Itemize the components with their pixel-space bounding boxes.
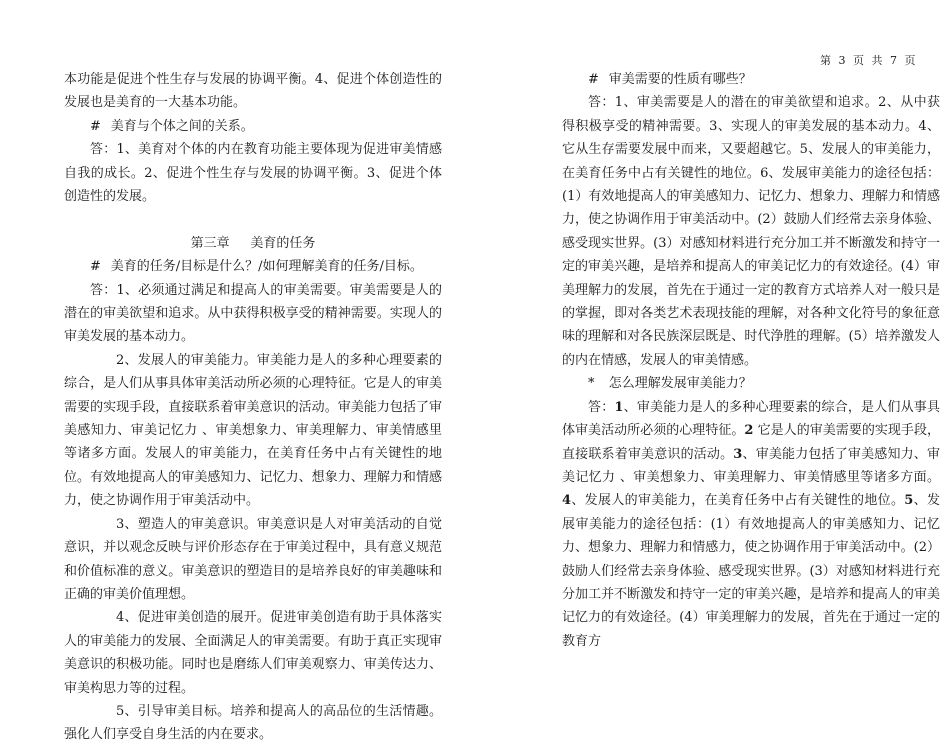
question-marker: #	[90, 118, 101, 134]
question-marker: #	[588, 72, 599, 87]
question-text: 美育的任务/目标是什么？/如何理解美育的任务/目标。	[110, 259, 423, 275]
item-text: 、审美能力是人的多种心理要素的综合，是人们从事具体审美活动所必须的心理特征。	[562, 399, 940, 439]
item-text: 它是人的审美需要的实现手段，直接联系着审美意识的活动。	[562, 423, 940, 462]
answer-paragraph: 答：1、必须通过满足和提高人的审美需要。审美需要是人的潜在的审美欲望和追求。从中获得积极享受的精神需要。实现人的审美发展的基本动力。	[64, 282, 442, 345]
spacer	[64, 208, 442, 231]
chapter-title: 美育的任务	[250, 235, 316, 251]
answer-paragraph: 3、塑造人的审美意识。审美意识是人对审美活动的自觉意识，并以观念反映与评价形态存在于审美过程中，具有意义规范和价值标准的意义。审美意识的塑造目的是培养良好的审美趣味和正确的审美价值理想。	[64, 516, 442, 602]
question-heading	[562, 68, 940, 91]
item-text: 、发展审美能力的途径包括：(1）有效地提高人的审美感知力、记忆力、想象力、理解力和情感力，使之协调作用于审美活动中。(2）鼓励人们经常去亲身体验、感受现实世界。(3）对感知材料进行充分加工并不断激发和持守一定的审美兴趣，是培养和提高人的审美记忆力的有效途径。(4）审美理解力的发展，首先在于通过一定的教育方	[562, 493, 940, 649]
answer-paragraph: 4、促进审美创造的展开。促进审美创造有助于具体落实人的审美能力的发展、全面满足人的审美需要。有助于真正实现审美意识的积极功能。同时也是磨练人们审美观察力、审美传达力、审美构思力等的过程。	[64, 610, 442, 696]
answer-paragraph: 2、发展人的审美能力。审美能力是人的多种心理要素的综合，是人们从事具体审美活动所必须的心理特征。它是人的审美需要的实现手段，直接联系着审美意识的活动。审美能力包括了审美感知力、审美记忆力 、审美想象力、审美理解力、审美情感里等诸多方面。发展人的审美能力，在美育任务中占有关键性的地位。有效地提高人的审美感知力、记忆力、想象力、理解力和情感力，使之协调作用于审美活动中。	[64, 352, 442, 509]
question-marker: #	[90, 259, 101, 275]
item-number: 1	[614, 399, 624, 415]
item-text: 、审美能力包括了审美感知力、审美记忆力 、审美想象力、审美理解力、审美情感里等诸多方面。	[562, 446, 940, 485]
right-column	[562, 68, 940, 653]
question-heading	[64, 115, 442, 138]
item-number: 5	[904, 493, 914, 509]
left-column	[64, 68, 442, 747]
answer-paragraph: 答：1、美育对个体的内在教育功能主要体现为促进审美情感自我的成长。2、促进个性生存与发展的协调平衡。3、促进个体创造性的发展。	[64, 142, 442, 205]
item-number: 2	[744, 423, 754, 439]
answer-paragraph: 5、引导审美目标。培养和提高人的高品位的生活情趣。强化人们享受自身生活的内在要求。	[64, 703, 442, 743]
question-marker: *	[588, 376, 595, 392]
question-heading	[64, 255, 442, 278]
question-text: 审美需要的性质有哪些？	[608, 72, 752, 87]
answer-lead: 答：	[588, 399, 615, 415]
answer-paragraph	[562, 396, 940, 653]
item-text: 、发展人的审美能力，在美育任务中占有关键性的地位。	[571, 493, 905, 509]
chapter-number: 第三章	[190, 235, 230, 251]
chapter-heading	[64, 232, 442, 255]
question-text: 美育与个体之间的关系。	[110, 118, 254, 134]
paragraph-continuation: 本功能是促进个性生存与发展的协调平衡。4、促进个体创造性的发展也是美育的一大基本功能。	[64, 72, 442, 111]
question-text: 怎么理解发展审美能力？	[608, 376, 752, 392]
item-number: 3	[733, 446, 743, 462]
item-number: 4	[562, 493, 572, 509]
page-number: 第 3 页 共 7 页	[820, 54, 918, 67]
question-heading	[562, 372, 940, 395]
answer-paragraph: 答：1、审美需要是人的潜在的审美欲望和追求。2、从中获得积极享受的精神需要。3、实现人的审美发展的基本动力。4、它从生存需要发展中而来，又要超越它。5、发展人的审美能力，在美育任务中占有关键性的地位。6、发展审美能力的途径包括：(1）有效地提高人的审美感知力、记忆力、想象力、理解力和情感力，使之协调作用于审美活动中。(2）鼓励人们经常去亲身体验、感受现实世界。(3）对感知材料进行充分加工并不断激发和持守一定的审美兴趣，是培养和提高人的审美记忆力的有效途径。(4）审美理解力的发展，首先在于通过一定的教育方式培养人对一般只是的掌握，即对各类艺术表现技能的理解，对各种文化符号的象征意味的理解和对各民族深层既是、时代浄胜的理解。(5）培养激发人的内在情感，发展人的审美情感。	[562, 95, 940, 368]
